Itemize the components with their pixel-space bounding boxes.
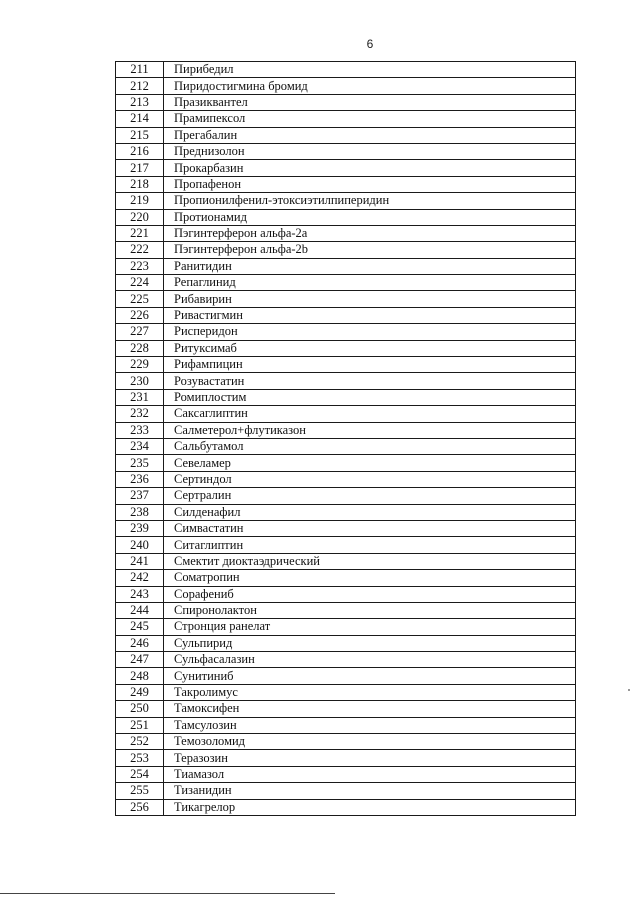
row-number-cell: 232: [116, 406, 164, 422]
table-row: [116, 619, 576, 635]
row-number-cell: 231: [116, 389, 164, 405]
table-row: [116, 684, 576, 700]
table-row: [116, 422, 576, 438]
table-row: [116, 406, 576, 422]
table-row: [116, 373, 576, 389]
drug-name-cell: Тиамазол: [164, 766, 576, 782]
table-row: [116, 766, 576, 782]
table-row: [116, 553, 576, 569]
table-row: [116, 357, 576, 373]
table-row: [116, 193, 576, 209]
table-row: [116, 127, 576, 143]
table-row: [116, 488, 576, 504]
drug-name-cell: Протионамид: [164, 209, 576, 225]
drug-name-cell: Рибавирин: [164, 291, 576, 307]
row-number-cell: 233: [116, 422, 164, 438]
row-number-cell: 240: [116, 537, 164, 553]
drug-name-cell: Сульфасалазин: [164, 652, 576, 668]
table-row: [116, 258, 576, 274]
drug-name-cell: Прегабалин: [164, 127, 576, 143]
drug-name-cell: Празиквантел: [164, 94, 576, 110]
drug-name-cell: Тамоксифен: [164, 701, 576, 717]
drug-name-cell: Преднизолон: [164, 143, 576, 159]
table-row: [116, 307, 576, 323]
drug-name-cell: Салметерол+флутиказон: [164, 422, 576, 438]
table-row: [116, 635, 576, 651]
row-number-cell: 234: [116, 438, 164, 454]
table-row: [116, 291, 576, 307]
drug-name-cell: Ранитидин: [164, 258, 576, 274]
drug-name-cell: Темозоломид: [164, 734, 576, 750]
table-row: [116, 734, 576, 750]
row-number-cell: 243: [116, 586, 164, 602]
table-row: [116, 602, 576, 618]
row-number-cell: 212: [116, 78, 164, 94]
drug-name-cell: Саксаглиптин: [164, 406, 576, 422]
row-number-cell: 254: [116, 766, 164, 782]
table-row: [116, 750, 576, 766]
table-row: [116, 111, 576, 127]
row-number-cell: 242: [116, 570, 164, 586]
drug-name-cell: Сертиндол: [164, 471, 576, 487]
row-number-cell: 228: [116, 340, 164, 356]
drug-name-cell: Прамипексол: [164, 111, 576, 127]
table-row: [116, 783, 576, 799]
drug-name-cell: Сальбутамол: [164, 438, 576, 454]
drug-name-cell: Пиридостигмина бромид: [164, 78, 576, 94]
drug-name-cell: Розувастатин: [164, 373, 576, 389]
table-row: [116, 668, 576, 684]
drug-list-body: [116, 62, 576, 816]
row-number-cell: 214: [116, 111, 164, 127]
table-row: [116, 652, 576, 668]
drug-name-cell: Пэгинтерферон альфа-2b: [164, 242, 576, 258]
row-number-cell: 238: [116, 504, 164, 520]
row-number-cell: 246: [116, 635, 164, 651]
table-row: [116, 537, 576, 553]
table-row: [116, 160, 576, 176]
table-row: [116, 799, 576, 815]
table-row: [116, 389, 576, 405]
drug-name-cell: Ромиплостим: [164, 389, 576, 405]
drug-list-table: [115, 61, 576, 816]
drug-name-cell: Тизанидин: [164, 783, 576, 799]
row-number-cell: 220: [116, 209, 164, 225]
row-number-cell: 249: [116, 684, 164, 700]
row-number-cell: 227: [116, 324, 164, 340]
table-row: [116, 143, 576, 159]
table-row: [116, 471, 576, 487]
drug-name-cell: Ситаглиптин: [164, 537, 576, 553]
drug-name-cell: Сертралин: [164, 488, 576, 504]
drug-name-cell: Сунитиниб: [164, 668, 576, 684]
drug-name-cell: Сорафениб: [164, 586, 576, 602]
drug-name-cell: Тикагрелор: [164, 799, 576, 815]
row-number-cell: 244: [116, 602, 164, 618]
drug-name-cell: Рисперидон: [164, 324, 576, 340]
drug-name-cell: Рифампицин: [164, 357, 576, 373]
table-row: [116, 717, 576, 733]
table-row: [116, 586, 576, 602]
row-number-cell: 222: [116, 242, 164, 258]
table-row: [116, 225, 576, 241]
row-number-cell: 229: [116, 357, 164, 373]
row-number-cell: 241: [116, 553, 164, 569]
row-number-cell: 245: [116, 619, 164, 635]
row-number-cell: 250: [116, 701, 164, 717]
drug-name-cell: Пирибедил: [164, 62, 576, 78]
row-number-cell: 247: [116, 652, 164, 668]
row-number-cell: 225: [116, 291, 164, 307]
drug-name-cell: Спиронолактон: [164, 602, 576, 618]
row-number-cell: 239: [116, 520, 164, 536]
row-number-cell: 253: [116, 750, 164, 766]
row-number-cell: 215: [116, 127, 164, 143]
row-number-cell: 224: [116, 275, 164, 291]
page-number: 6: [366, 37, 374, 51]
row-number-cell: 237: [116, 488, 164, 504]
drug-name-cell: Теразозин: [164, 750, 576, 766]
drug-name-cell: Стронция ранелат: [164, 619, 576, 635]
drug-name-cell: Смектит диоктаэдрический: [164, 553, 576, 569]
drug-name-cell: Соматропин: [164, 570, 576, 586]
drug-name-cell: Сульпирид: [164, 635, 576, 651]
row-number-cell: 255: [116, 783, 164, 799]
drug-name-cell: Репаглинид: [164, 275, 576, 291]
row-number-cell: 223: [116, 258, 164, 274]
row-number-cell: 226: [116, 307, 164, 323]
row-number-cell: 216: [116, 143, 164, 159]
drug-name-cell: Пропафенон: [164, 176, 576, 192]
table-row: [116, 701, 576, 717]
scan-artifact: [628, 689, 630, 691]
row-number-cell: 236: [116, 471, 164, 487]
table-row: [116, 438, 576, 454]
drug-name-cell: Прокарбазин: [164, 160, 576, 176]
drug-name-cell: Пэгинтерферон альфа-2a: [164, 225, 576, 241]
footer-divider: [0, 893, 335, 894]
drug-name-cell: Силденафил: [164, 504, 576, 520]
row-number-cell: 218: [116, 176, 164, 192]
table-row: [116, 520, 576, 536]
table-row: [116, 176, 576, 192]
row-number-cell: 230: [116, 373, 164, 389]
table-row: [116, 62, 576, 78]
table-row: [116, 504, 576, 520]
drug-name-cell: Тамсулозин: [164, 717, 576, 733]
drug-name-cell: Ритуксимаб: [164, 340, 576, 356]
table-row: [116, 340, 576, 356]
table-row: [116, 275, 576, 291]
drug-name-cell: Пропионилфенил-этоксиэтилпиперидин: [164, 193, 576, 209]
row-number-cell: 235: [116, 455, 164, 471]
table-row: [116, 324, 576, 340]
table-row: [116, 209, 576, 225]
row-number-cell: 219: [116, 193, 164, 209]
row-number-cell: 221: [116, 225, 164, 241]
row-number-cell: 252: [116, 734, 164, 750]
table-row: [116, 455, 576, 471]
table-row: [116, 78, 576, 94]
table-row: [116, 570, 576, 586]
row-number-cell: 248: [116, 668, 164, 684]
drug-name-cell: Севеламер: [164, 455, 576, 471]
row-number-cell: 251: [116, 717, 164, 733]
table-row: [116, 94, 576, 110]
table-row: [116, 242, 576, 258]
row-number-cell: 256: [116, 799, 164, 815]
drug-name-cell: Ривастигмин: [164, 307, 576, 323]
drug-name-cell: Симвастатин: [164, 520, 576, 536]
row-number-cell: 211: [116, 62, 164, 78]
drug-name-cell: Такролимус: [164, 684, 576, 700]
row-number-cell: 217: [116, 160, 164, 176]
row-number-cell: 213: [116, 94, 164, 110]
